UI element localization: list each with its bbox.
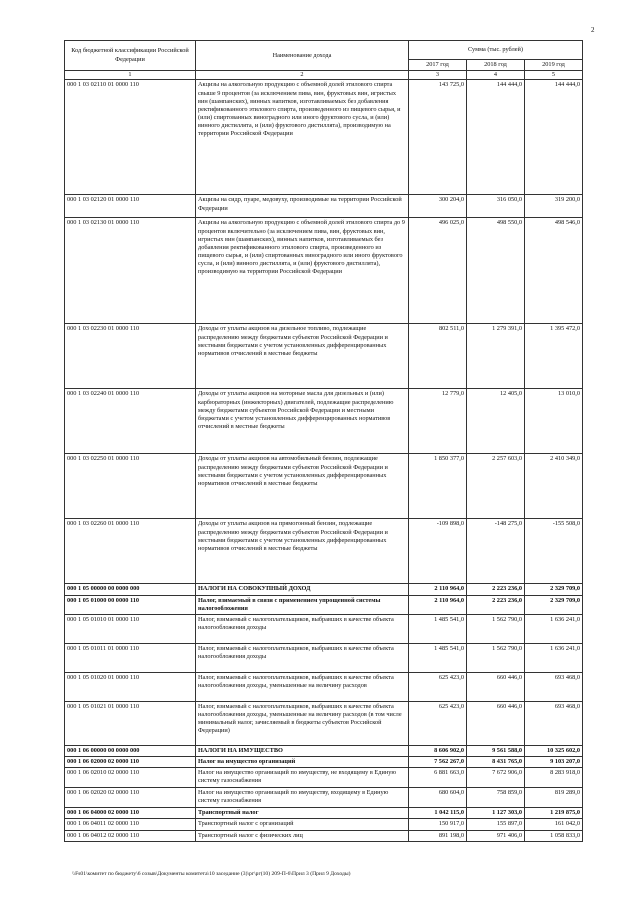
col-number-5: 5 [525, 71, 583, 80]
row-name: Доходы от уплаты акцизов на дизельное топливо, подлежащие распределению между бюджетами субъектов Российской Федерации и местными бюджетами с учетом установленных дифференцированных нормативов отчислений в местные бюджеты [196, 324, 409, 389]
row-value-2018: -148 275,0 [467, 519, 525, 584]
row-name: Налог, взимаемый с налогоплательщиков, выбравших в качестве объекта налогообложения доходы, уменьшенные на величину расходов [196, 672, 409, 701]
header-year-2017: 2017 год [409, 60, 467, 71]
row-code: 000 1 06 02020 02 0000 110 [65, 788, 196, 808]
row-code: 000 1 05 01000 00 0000 110 [65, 595, 196, 614]
row-value-2017: 150 917,0 [409, 819, 467, 830]
row-value-2019: -155 508,0 [525, 519, 583, 584]
row-value-2017: 891 198,0 [409, 830, 467, 841]
row-name: НАЛОГИ НА ИМУЩЕСТВО [196, 745, 409, 756]
table-row [65, 830, 583, 841]
row-name: Налог, взимаемый с налогоплательщиков, выбравших в качестве объекта налогообложения доходы [196, 614, 409, 643]
table-row [65, 768, 583, 788]
row-code: 000 1 06 02010 02 0000 110 [65, 768, 196, 788]
row-value-2018: 758 859,0 [467, 788, 525, 808]
table-row [65, 195, 583, 218]
row-value-2017: 6 881 663,0 [409, 768, 467, 788]
row-value-2018: 660 446,0 [467, 672, 525, 701]
header-year-2018: 2018 год [467, 60, 525, 71]
row-value-2017: 12 779,0 [409, 389, 467, 454]
row-name: Налог на имущество организаций [196, 757, 409, 768]
row-value-2019: 319 200,0 [525, 195, 583, 218]
row-value-2018: 2 223 236,0 [467, 595, 525, 614]
row-value-2019: 8 283 918,0 [525, 768, 583, 788]
row-value-2019: 1 636 241,0 [525, 643, 583, 672]
col-number-3: 3 [409, 71, 467, 80]
row-name: Акцизы на алкогольную продукцию с объемной долей этилового спирта свыше 9 процентов (за исключением пива, вин, фруктовых вин, игристых вин (шампанских), винных напитков, изготавливаемых без добавления ректификованного этилового спирта, произведенного из пищевого сырья, и (или) спиртованных виноградного или иного фруктового сусла, и (или) винного дистиллята, и (или) фруктового дистиллята), производимую на территории Российской Федерации [196, 80, 409, 195]
row-value-2019: 498 546,0 [525, 218, 583, 324]
row-value-2018: 155 897,0 [467, 819, 525, 830]
row-value-2017: 300 204,0 [409, 195, 467, 218]
row-code: 000 1 03 02260 01 0000 110 [65, 519, 196, 584]
row-value-2019: 1 219 875,0 [525, 808, 583, 819]
table-row [65, 454, 583, 519]
revenue-table [64, 40, 583, 842]
table-row [65, 614, 583, 643]
col-number-2: 2 [196, 71, 409, 80]
table-row [65, 745, 583, 756]
table-row [65, 324, 583, 389]
row-name: Акцизы на сидр, пуаре, медовуху, производимые на территории Российской Федерации [196, 195, 409, 218]
row-code: 000 1 06 04011 02 0000 110 [65, 819, 196, 830]
table-row [65, 672, 583, 701]
file-path-footer: \\Fs01\комитет по бюджету\6 созыв\Документы комитета\10 заседание (3)\рг\рг(10) 209-П-6\Прил 3 (Прил 9 Доходы) [72, 871, 351, 877]
row-value-2019: 10 325 602,0 [525, 745, 583, 756]
row-name: Налог на имущество организаций по имуществу, входящему в Единую систему газоснабжения [196, 788, 409, 808]
table-body [65, 80, 583, 841]
table-row [65, 595, 583, 614]
row-value-2018: 1 562 790,0 [467, 614, 525, 643]
table-row [65, 788, 583, 808]
row-value-2018: 12 405,0 [467, 389, 525, 454]
row-value-2018: 9 561 588,0 [467, 745, 525, 756]
row-value-2017: 2 110 964,0 [409, 595, 467, 614]
row-value-2018: 8 431 765,0 [467, 757, 525, 768]
row-value-2018: 971 406,0 [467, 830, 525, 841]
row-value-2018: 1 127 303,0 [467, 808, 525, 819]
row-value-2017: 625 423,0 [409, 701, 467, 745]
row-code: 000 1 03 02240 01 0000 110 [65, 389, 196, 454]
row-value-2017: 1 850 377,0 [409, 454, 467, 519]
table-row [65, 643, 583, 672]
row-value-2019: 2 329 709,0 [525, 595, 583, 614]
row-code: 000 1 03 02230 01 0000 110 [65, 324, 196, 389]
row-value-2017: 1 042 115,0 [409, 808, 467, 819]
row-value-2019: 144 444,0 [525, 80, 583, 195]
table-row [65, 519, 583, 584]
table-row [65, 80, 583, 195]
table-row [65, 218, 583, 324]
row-name: Доходы от уплаты акцизов на моторные масла для дизельных и (или) карбюраторных (инжекторных) двигателей, подлежащие распределению между бюджетами субъектов Российской Федерации и местными бюджетами с учетом установленных дифференцированных нормативов отчислений в местные бюджеты [196, 389, 409, 454]
row-value-2019: 819 289,0 [525, 788, 583, 808]
page-number: 2 [591, 26, 595, 34]
row-value-2017: 496 025,0 [409, 218, 467, 324]
row-value-2017: 1 485 541,0 [409, 614, 467, 643]
table-row [65, 701, 583, 745]
row-value-2018: 2 223 236,0 [467, 584, 525, 595]
table-row [65, 808, 583, 819]
row-code: 000 1 06 04000 02 0000 110 [65, 808, 196, 819]
row-name: Налог, взимаемый в связи с применением упрощенной системы налогообложения [196, 595, 409, 614]
row-name: Налог на имущество организаций по имуществу, не входящему в Единую систему газоснабжения [196, 768, 409, 788]
row-value-2018: 2 257 603,0 [467, 454, 525, 519]
row-value-2017: 8 606 902,0 [409, 745, 467, 756]
row-code: 000 1 05 01021 01 0000 110 [65, 701, 196, 745]
row-value-2018: 1 562 790,0 [467, 643, 525, 672]
row-value-2017: 7 562 267,0 [409, 757, 467, 768]
col-number-4: 4 [467, 71, 525, 80]
table-row [65, 757, 583, 768]
row-value-2018: 1 279 391,0 [467, 324, 525, 389]
row-value-2018: 7 672 906,0 [467, 768, 525, 788]
row-code: 000 1 06 00000 00 0000 000 [65, 745, 196, 756]
row-value-2018: 660 446,0 [467, 701, 525, 745]
table-row [65, 819, 583, 830]
row-value-2019: 693 468,0 [525, 672, 583, 701]
row-code: 000 1 05 00000 00 0000 000 [65, 584, 196, 595]
row-name: Доходы от уплаты акцизов на прямогонный бензин, подлежащие распределению между бюджетами субъектов Российской Федерации и местными бюджетами с учетом установленных дифференцированных нормативов отчислений в местные бюджеты [196, 519, 409, 584]
row-value-2017: 802 511,0 [409, 324, 467, 389]
row-name: Акцизы на алкогольную продукцию с объемной долей этилового спирта до 9 процентов включительно (за исключением пива, вин, фруктовых вин, игристых вин (шампанских), винных напитков, изготавливаемых без добавления ректификованного этилового спирта, произведенного из пищевого сырья, и (или) спиртованных виноградного или иного фруктового сусла, и (или) винного дистиллята, и (или) фруктового дистиллята), производимую на территории Российской Федерации [196, 218, 409, 324]
row-code: 000 1 03 02110 01 0000 110 [65, 80, 196, 195]
row-code: 000 1 05 01011 01 0000 110 [65, 643, 196, 672]
row-value-2018: 144 444,0 [467, 80, 525, 195]
row-value-2017: 2 110 964,0 [409, 584, 467, 595]
table-row [65, 389, 583, 454]
row-value-2018: 316 050,0 [467, 195, 525, 218]
row-value-2017: 1 485 541,0 [409, 643, 467, 672]
row-code: 000 1 05 01020 01 0000 110 [65, 672, 196, 701]
table-row [65, 584, 583, 595]
row-value-2018: 498 550,0 [467, 218, 525, 324]
row-value-2019: 693 468,0 [525, 701, 583, 745]
header-year-2019: 2019 год [525, 60, 583, 71]
col-number-1: 1 [65, 71, 196, 80]
row-name: Налог, взимаемый с налогоплательщиков, выбравших в качестве объекта налогообложения доходы [196, 643, 409, 672]
row-value-2017: -109 898,0 [409, 519, 467, 584]
row-name: Доходы от уплаты акцизов на автомобильный бензин, подлежащие распределению между бюджетами субъектов Российской Федерации и местными бюджетами с учетом установленных дифференцированных нормативов отчислений в местные бюджеты [196, 454, 409, 519]
row-code: 000 1 03 02120 01 0000 110 [65, 195, 196, 218]
header-sum: Сумма (тыс. рублей) [409, 41, 583, 60]
row-value-2019: 9 103 207,0 [525, 757, 583, 768]
row-code: 000 1 06 04012 02 0000 110 [65, 830, 196, 841]
row-code: 000 1 06 02000 02 0000 110 [65, 757, 196, 768]
row-value-2019: 13 010,0 [525, 389, 583, 454]
row-value-2019: 2 410 349,0 [525, 454, 583, 519]
row-code: 000 1 05 01010 01 0000 110 [65, 614, 196, 643]
row-code: 000 1 03 02250 01 0000 110 [65, 454, 196, 519]
row-name: Налог, взимаемый с налогоплательщиков, выбравших в качестве объекта налогообложения доходы, уменьшенные на величину расходов (в том числе минимальный налог, зачисляемый в бюджеты субъектов Российской Федерации) [196, 701, 409, 745]
header-name: Наименование дохода [196, 41, 409, 71]
row-value-2017: 680 604,0 [409, 788, 467, 808]
row-name: Транспортный налог [196, 808, 409, 819]
row-name: НАЛОГИ НА СОВОКУПНЫЙ ДОХОД [196, 584, 409, 595]
row-value-2017: 625 423,0 [409, 672, 467, 701]
row-name: Транспортный налог с организаций [196, 819, 409, 830]
row-value-2019: 1 058 833,0 [525, 830, 583, 841]
row-value-2019: 1 636 241,0 [525, 614, 583, 643]
row-value-2019: 161 042,0 [525, 819, 583, 830]
row-value-2017: 143 725,0 [409, 80, 467, 195]
header-code: Код бюджетной классификации Российской Федерации [65, 41, 196, 71]
row-code: 000 1 03 02130 01 0000 110 [65, 218, 196, 324]
row-value-2019: 1 395 472,0 [525, 324, 583, 389]
row-name: Транспортный налог с физических лиц [196, 830, 409, 841]
row-value-2019: 2 329 709,0 [525, 584, 583, 595]
